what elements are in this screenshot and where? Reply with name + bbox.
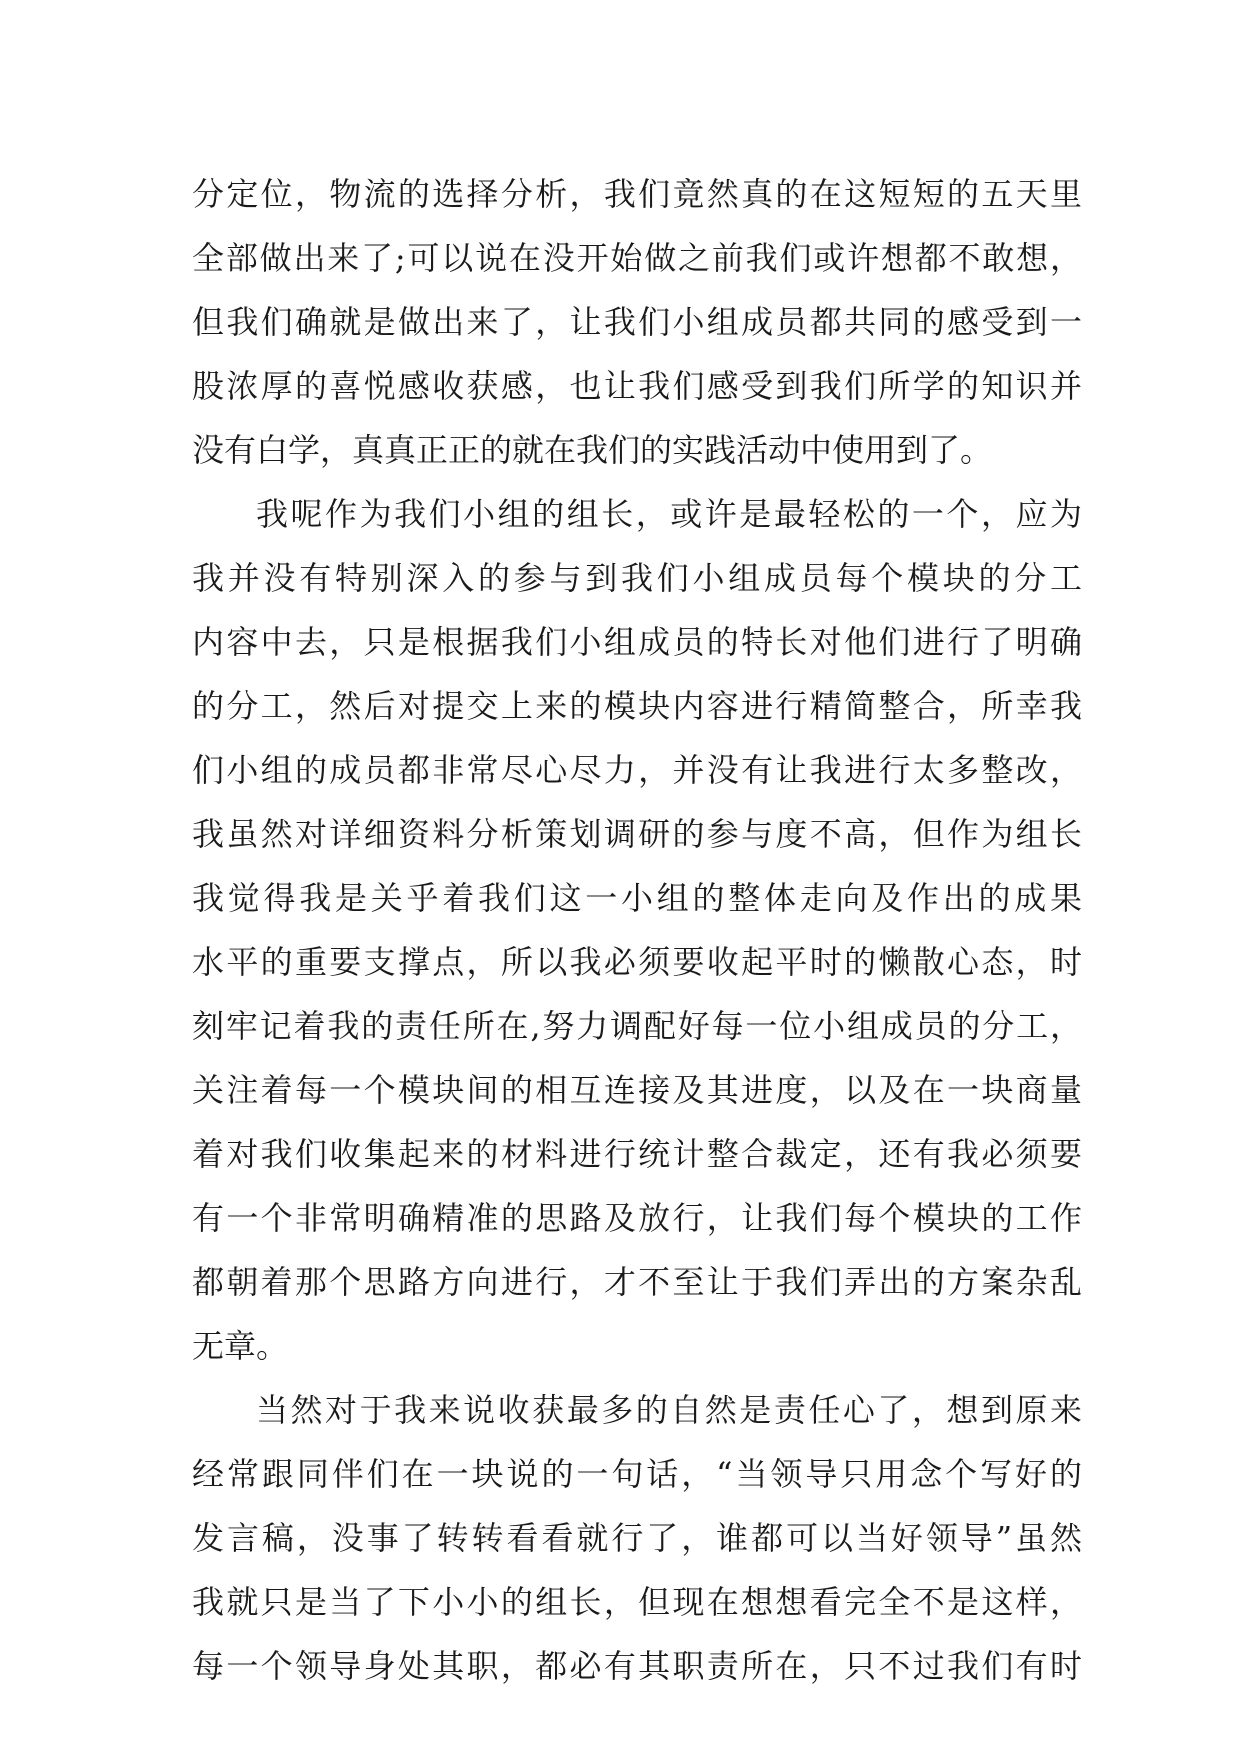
paragraph-first-line: 当然对于我来说收获最多的自然是责任心了，想到原来 [256,1391,1082,1429]
text-line: 我觉得我是关乎着我们这一小组的整体走向及作出的成果 [192,879,1082,917]
text-line: 但我们确就是做出来了，让我们小组成员都共同的感受到一 [192,303,1082,341]
text-line: 每一个领导身处其职，都必有其职责所在，只不过我们有时 [192,1647,1082,1685]
text-line: 股浓厚的喜悦感收获感，也让我们感受到我们所学的知识并 [192,367,1082,405]
text-line: 水平的重要支撑点，所以我必须要收起平时的懒散心态，时 [192,943,1082,981]
text-line: 全部做出来了;可以说在没开始做之前我们或许想都不敢想， [192,239,1082,277]
text-line: 的分工，然后对提交上来的模块内容进行精简整合，所幸我 [192,687,1082,725]
text-line: 我并没有特别深入的参与到我们小组成员每个模块的分工 [192,559,1082,597]
paragraph-first-line: 我呢作为我们小组的组长，或许是最轻松的一个，应为 [256,495,1082,533]
text-line: 我就只是当了下小小的组长，但现在想想看完全不是这样， [192,1583,1082,1621]
text-line: 分定位，物流的选择分析，我们竟然真的在这短短的五天里 [192,175,1082,213]
text-line: 没有白学，真真正正的就在我们的实践活动中使用到了。 [192,431,993,469]
text-line: 内容中去，只是根据我们小组成员的特长对他们进行了明确 [192,623,1082,661]
text-line: 着对我们收集起来的材料进行统计整合裁定，还有我必须要 [192,1135,1082,1173]
text-line: 们小组的成员都非常尽心尽力，并没有让我进行太多整改， [192,751,1082,789]
text-line: 有一个非常明确精准的思路及放行，让我们每个模块的工作 [192,1199,1082,1237]
body-text [192,162,1082,1698]
text-line: 我虽然对详细资料分析策划调研的参与度不高，但作为组长 [192,815,1082,853]
text-line: 经常跟同伴们在一块说的一句话，“当领导只用念个写好的 [192,1455,1082,1493]
text-line: 都朝着那个思路方向进行，才不至让于我们弄出的方案杂乱 [192,1263,1082,1301]
text-line: 发言稿，没事了转转看看就行了，谁都可以当好领导”虽然 [192,1519,1082,1557]
text-line: 刻牢记着我的责任所在,努力调配好每一位小组成员的分工， [192,1007,1082,1045]
text-line: 关注着每一个模块间的相互连接及其进度，以及在一块商量 [192,1071,1082,1109]
text-line: 无章。 [192,1327,289,1365]
